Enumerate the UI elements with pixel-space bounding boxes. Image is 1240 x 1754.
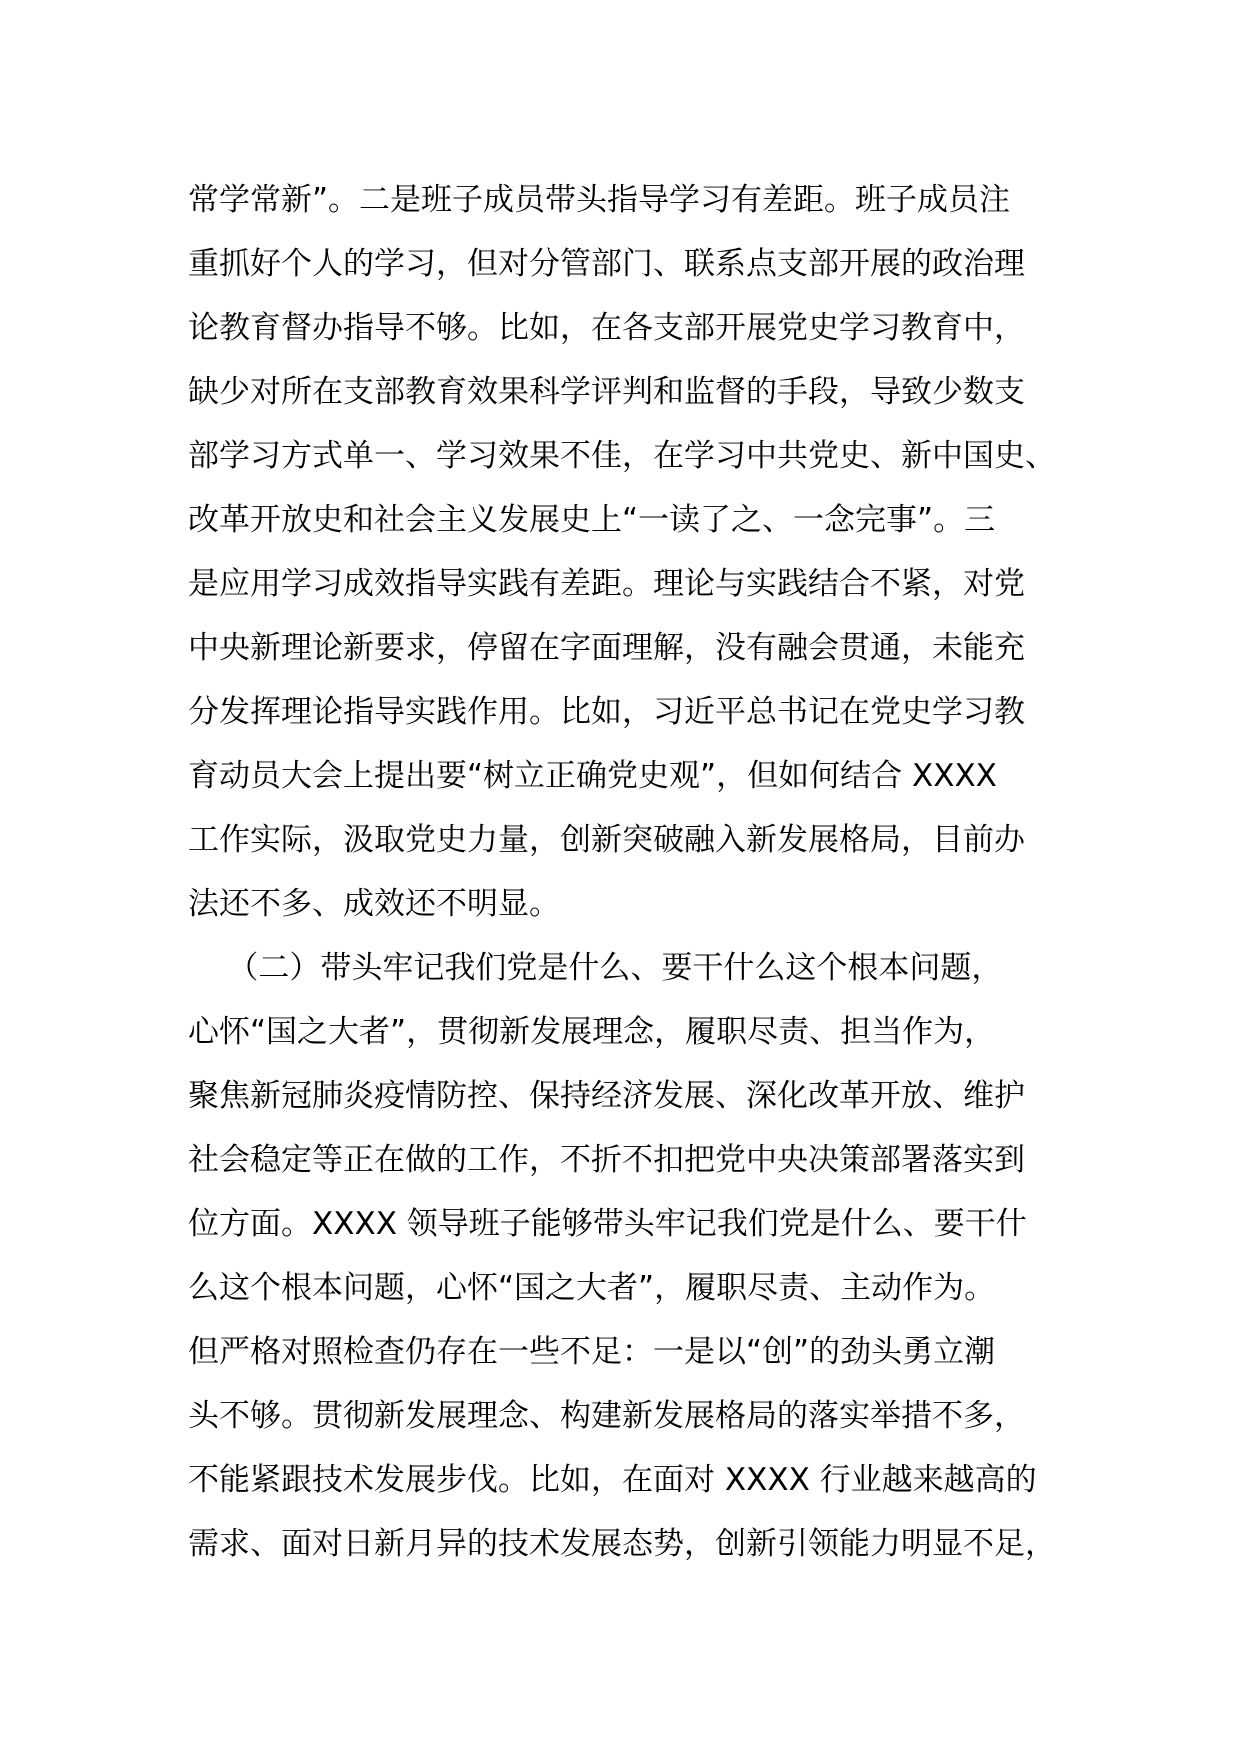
text-line: 但严格对照检查仍存在一些不足：一是以“创”的劲头勇立潮 [188,1334,996,1370]
text-line: 改革开放史和社会主义发展史上“一读了之、一念完事”。三 [188,502,996,538]
text-line: 是应用学习成效指导实践有差距。理论与实践结合不紧，对党 [188,566,1025,602]
body-text [188,168,1088,1576]
text-line: 不能紧跟技术发展步伐。比如，在面对 XXXX 行业越来越高的 [188,1462,1037,1498]
text-line: 部学习方式单一、学习效果不佳，在学习中共党史、新中国史、 [188,438,1056,474]
text-line: 头不够。贯彻新发展理念、构建新发展格局的落实举措不多， [188,1398,1025,1434]
text-line: 么这个根本问题，心怀“国之大者”，履职尽责、主动作为。 [188,1270,996,1306]
text-line: 缺少对所在支部教育效果科学评判和监督的手段，导致少数支 [188,374,1025,410]
text-line: 社会稳定等正在做的工作，不折不扣把党中央决策部署落实到 [188,1142,1025,1178]
text-line: 育动员大会上提出要“树立正确党史观”，但如何结合 XXXX [188,758,997,794]
text-line: 中央新理论新要求，停留在字面理解，没有融会贯通，未能充 [188,630,1025,666]
text-line: 位方面。XXXX 领导班子能够带头牢记我们党是什么、要干什 [188,1206,1027,1242]
text-line: 工作实际，汲取党史力量，创新突破融入新发展格局，目前办 [188,822,1025,858]
text-line: 分发挥理论指导实践作用。比如，习近平总书记在党史学习教 [188,694,1025,730]
text-line: （二）带头牢记我们党是什么、要干什么这个根本问题， [188,950,1003,986]
text-line: 常学常新”。二是班子成员带头指导学习有差距。班子成员注 [188,182,1011,218]
text-line: 心怀“国之大者”，贯彻新发展理念，履职尽责、担当作为， [188,1014,996,1050]
text-line: 论教育督办指导不够。比如，在各支部开展党史学习教育中， [188,310,1025,346]
text-line: 聚焦新冠肺炎疫情防控、保持经济发展、深化改革开放、维护 [188,1078,1025,1114]
text-line: 法还不多、成效还不明显。 [188,886,560,922]
text-line: 需求、面对日新月异的技术发展态势，创新引领能力明显不足， [188,1526,1056,1562]
text-line: 重抓好个人的学习，但对分管部门、联系点支部开展的政治理 [188,246,1025,282]
